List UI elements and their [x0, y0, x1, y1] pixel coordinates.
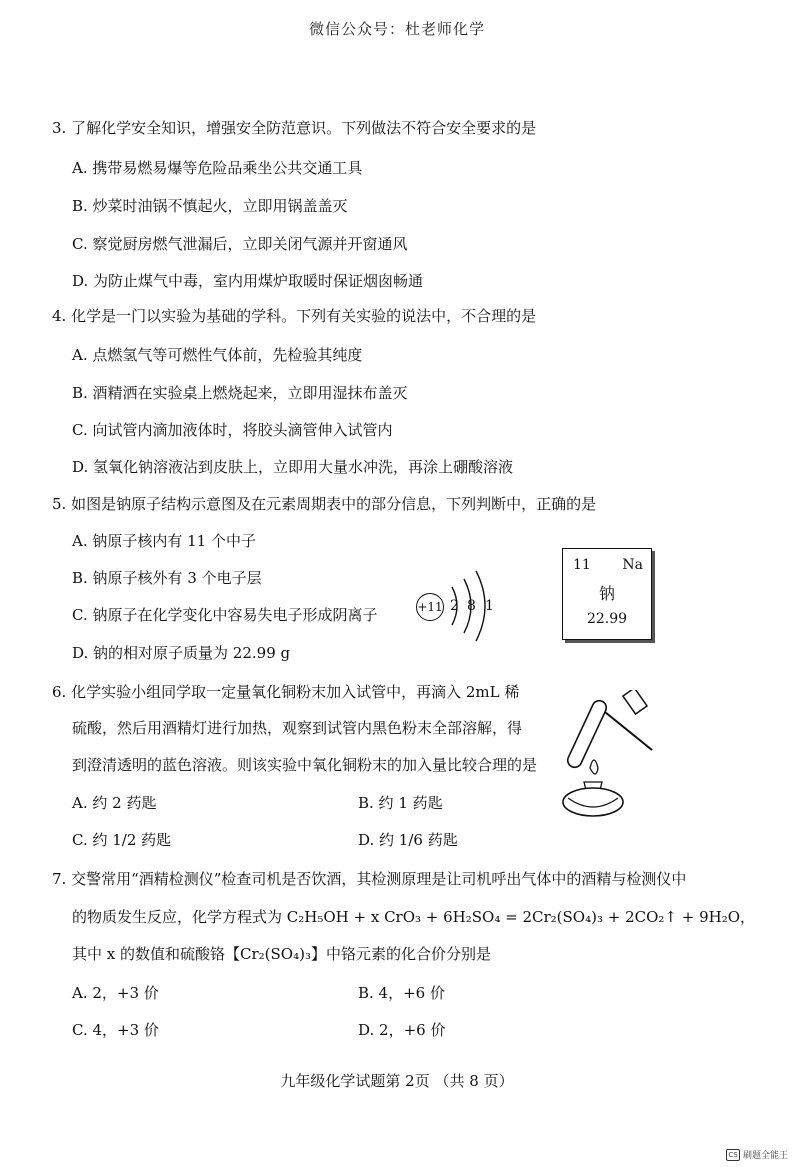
question-4-option-c: C. 向试管内滴加液体时，将胶头滴管伸入试管内	[72, 421, 393, 439]
periodic-table-cell	[562, 548, 652, 640]
question-4-option-b: B. 酒精洒在实验桌上燃烧起来，立即用湿抹布盖灭	[72, 384, 408, 402]
question-6-option-a: A. 约 2 药匙	[72, 794, 157, 812]
question-7-line-1: 7. 交警常用“酒精检测仪”检查司机是否饮酒，其检测原理是让司机呼出气体中的酒精与检测仪中	[52, 870, 687, 888]
question-6-option-b: B. 约 1 药匙	[358, 794, 443, 812]
page-header: 微信公众号：杜老师化学	[308, 20, 485, 38]
app-logo-icon: CS	[726, 1149, 740, 1161]
element-name: 钠	[598, 584, 615, 603]
question-5-option-b: B. 钠原子核外有 3 个电子层	[72, 569, 262, 587]
question-5-option-d: D. 钠的相对原子质量为 22.99 g	[72, 644, 291, 662]
question-6-line-3: 到澄清透明的蓝色溶液。则该实验中氧化铜粉末的加入量比较合理的是	[72, 756, 538, 774]
electron-shell-2: 8	[467, 598, 476, 614]
question-6-option-d: D. 约 1/6 药匙	[358, 831, 458, 849]
alcohol-lamp-heating-illustration	[540, 690, 670, 820]
electron-shell-1: 2	[450, 598, 459, 614]
app-watermark-text: 刷题全能王	[742, 1151, 788, 1161]
question-7-option-d: D. 2，+6 价	[358, 1021, 446, 1039]
question-5-option-a: A. 钠原子核内有 11 个中子	[72, 532, 256, 550]
question-6-option-c: C. 约 1/2 药匙	[72, 831, 172, 849]
question-5-option-c: C. 钠原子在化学变化中容易失电子形成阴离子	[72, 606, 378, 624]
question-7-option-b: B. 4，+6 价	[358, 984, 445, 1002]
question-3-option-b: B. 炒菜时油锅不慎起火，立即用锅盖盖灭	[72, 197, 348, 215]
atom-nucleus: +11	[416, 593, 444, 621]
question-3-option-d: D. 为防止煤气中毒，室内用煤炉取暖时保证烟囱畅通	[72, 272, 424, 290]
page-footer: 九年级化学试题第 2页 （共 8 页）	[280, 1072, 514, 1090]
sodium-atom-diagram	[412, 565, 522, 645]
question-4-stem: 4. 化学是一门以实验为基础的学科。下列有关实验的说法中，不合理的是	[52, 307, 537, 325]
question-6-line-2: 硫酸，然后用酒精灯进行加热，观察到试管内黑色粉末全部溶解，得	[72, 719, 523, 737]
question-7-line-2: 的物质发生反应，化学方程式为 C₂H₅OH + x CrO₃ + 6H₂SO₄ = 2Cr₂(SO₄)₃ + 2CO₂↑ + 9H₂O，	[72, 908, 756, 926]
electron-shell-3: 1	[485, 598, 494, 614]
question-4-option-d: D. 氢氧化钠溶液沾到皮肤上，立即用大量水冲洗，再涂上硼酸溶液	[72, 458, 514, 476]
question-7-line-3: 其中 x 的数值和硫酸铬【Cr₂(SO₄)₃】中铬元素的化合价分别是	[72, 945, 491, 963]
atomic-number: 11	[573, 557, 591, 573]
element-symbol: Na	[622, 557, 643, 573]
question-3-stem: 3. 了解化学安全知识，增强安全防范意识。下列做法不符合安全要求的是	[52, 119, 537, 137]
question-4-option-a: A. 点燃氢气等可燃性气体前，先检验其纯度	[72, 346, 363, 364]
question-7-option-c: C. 4，+3 价	[72, 1021, 159, 1039]
question-3-option-a: A. 携带易燃易爆等危险品乘坐公共交通工具	[72, 159, 363, 177]
question-3-option-c: C. 察觉厨房燃气泄漏后，立即关闭气源并开窗通风	[72, 235, 408, 253]
question-6-line-1: 6. 化学实验小组同学取一定量氧化铜粉末加入试管中，再滴入 2mL 稀	[52, 683, 520, 701]
app-watermark	[726, 1148, 788, 1161]
atomic-mass: 22.99	[586, 611, 628, 627]
question-5-stem: 5. 如图是钠原子结构示意图及在元素周期表中的部分信息，下列判断中，正确的是	[52, 495, 597, 513]
question-7-option-a: A. 2，+3 价	[72, 984, 159, 1002]
